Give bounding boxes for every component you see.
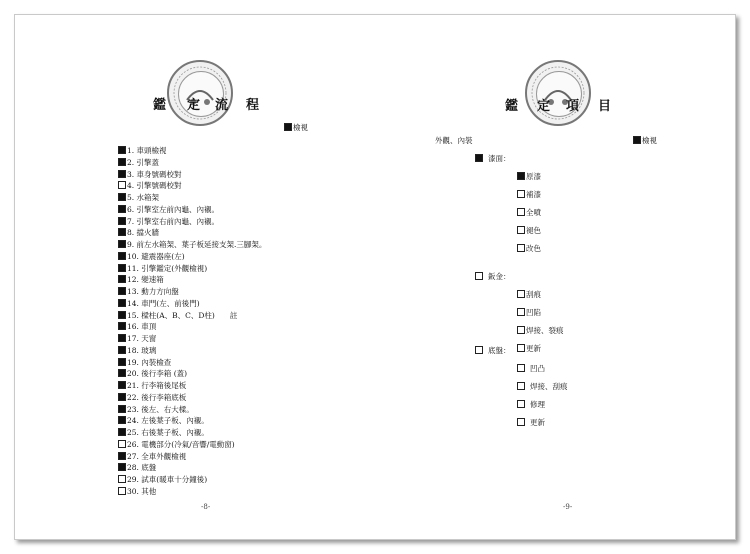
item-checkbox[interactable]: [118, 322, 126, 330]
item-label: 7. 引擎室右前內龜、內襯。: [127, 216, 220, 226]
item-checkbox[interactable]: [118, 393, 126, 401]
checklist-item: [118, 216, 266, 228]
group-checkbox[interactable]: [475, 272, 483, 280]
option-checkbox[interactable]: [517, 226, 525, 234]
item-checkbox[interactable]: [118, 205, 126, 213]
group-heading: [475, 153, 511, 164]
item-label: 3. 車身號碼校對: [127, 169, 182, 179]
checklist-item: [118, 321, 266, 333]
checklist-item: [118, 204, 266, 216]
option-checkbox[interactable]: [517, 244, 525, 252]
page-number: -8-: [201, 503, 211, 511]
option-label: 修理: [530, 400, 545, 409]
checklist-item: [118, 145, 266, 157]
item-checkbox[interactable]: [118, 440, 126, 448]
item-checkbox[interactable]: [118, 181, 126, 189]
item-checkbox[interactable]: [118, 146, 126, 154]
checklist-item: [118, 404, 266, 416]
item-label: 13. 動力方向盤: [127, 287, 179, 296]
group-checkbox[interactable]: [475, 346, 483, 354]
checklist-item: [118, 286, 266, 298]
item-checkbox[interactable]: [118, 217, 126, 225]
item-checkbox[interactable]: [118, 487, 126, 495]
option-label: 凹陷: [526, 308, 541, 317]
section-label: 外觀、內裝: [435, 136, 473, 145]
item-checkbox[interactable]: [118, 311, 126, 319]
association-seal-logo: [167, 60, 233, 126]
checklist-item: [118, 357, 266, 369]
option-label: 全噴: [526, 208, 541, 217]
item-label: 9. 前左水箱架、葉子板延接支架.三腳架。: [127, 240, 267, 249]
option-checkbox[interactable]: [517, 308, 525, 316]
option-label: 改色: [526, 244, 541, 253]
option-item: [517, 307, 541, 318]
group-heading: [475, 345, 511, 356]
option-checkbox[interactable]: [517, 418, 525, 426]
item-checkbox[interactable]: [118, 475, 126, 483]
item-label: 20. 後行李箱 (蓋): [127, 369, 188, 379]
item-label: 2. 引擎蓋: [127, 157, 160, 167]
title-char-3: 流: [215, 98, 229, 113]
option-checkbox[interactable]: [517, 364, 525, 372]
checklist-item: [118, 380, 266, 392]
title-char-3: 項: [566, 99, 580, 114]
legend-label: 檢視: [293, 123, 308, 132]
item-checkbox[interactable]: [118, 369, 126, 377]
checklist-item: [118, 310, 266, 322]
checklist-item: [118, 274, 266, 286]
group-label: 底盤：: [488, 346, 511, 355]
page-number: -9-: [563, 503, 573, 511]
item-label: 30. 其他: [127, 486, 157, 496]
title-char-1: 鑑: [153, 98, 167, 113]
item-label: 10. 避震器座(左): [127, 251, 185, 261]
item-label: 24. 左後葉子板、內襯。: [127, 416, 209, 426]
item-checkbox[interactable]: [118, 299, 126, 307]
option-item: [517, 381, 568, 392]
checklist-item: [118, 227, 266, 239]
checklist-item: [118, 439, 266, 451]
option-checkbox[interactable]: [517, 344, 525, 352]
option-label: 凹凸: [530, 364, 545, 373]
option-checkbox[interactable]: [517, 190, 525, 198]
checklist-item: [118, 263, 266, 275]
item-label: 29. 試車(暖車十分鐘後): [127, 475, 208, 484]
group-heading: [475, 271, 511, 282]
item-label: 25. 右後葉子板、內襯。: [127, 428, 209, 437]
item-checkbox[interactable]: [118, 158, 126, 166]
option-checkbox[interactable]: [517, 290, 525, 298]
checklist-item: [118, 392, 266, 404]
group-label: 漆面：: [488, 154, 511, 163]
legend-label: 檢視: [642, 136, 657, 145]
association-seal-logo: [525, 60, 591, 126]
item-label: 1. 車頭檢視: [127, 146, 167, 155]
legend: [284, 122, 308, 133]
checklist-item: [118, 180, 266, 192]
checklist-item: [118, 298, 266, 310]
option-item: [517, 171, 541, 182]
item-checkbox[interactable]: [118, 334, 126, 342]
item-label: 5. 水箱架: [127, 193, 160, 202]
checklist-item: [118, 192, 266, 204]
item-checkbox[interactable]: [118, 463, 126, 471]
right-page: [377, 15, 735, 539]
option-checkbox[interactable]: [517, 172, 525, 180]
item-checkbox[interactable]: [118, 275, 126, 283]
title-char-1: 鑑: [505, 99, 519, 114]
item-checkbox[interactable]: [118, 405, 126, 413]
item-label: 11. 引擎鑑定(外觀檢視): [127, 263, 208, 273]
item-label: 22. 後行李箱底板: [127, 392, 187, 402]
checklist-item: [118, 368, 266, 380]
item-label: 15. 樑柱(A、B、C、D柱) 註: [127, 310, 238, 320]
item-checkbox[interactable]: [118, 452, 126, 460]
item-label: 12. 變速箱: [127, 275, 164, 285]
inspection-process-list: [118, 145, 266, 498]
item-label: 19. 內裝檢查: [127, 357, 172, 367]
checklist-item: [118, 462, 266, 474]
checklist-item: [118, 451, 266, 463]
option-label: 褪色: [526, 226, 541, 235]
option-label: 更新: [530, 418, 545, 427]
item-label: 21. 行李箱後尾板: [127, 381, 187, 390]
option-item: [517, 343, 541, 354]
item-label: 28. 底盤: [127, 463, 157, 473]
booklet-spread: [14, 14, 736, 540]
option-checkbox[interactable]: [517, 382, 525, 390]
checklist-item: [118, 345, 266, 357]
title-char-4: 目: [598, 99, 612, 114]
checklist-item: [118, 486, 266, 498]
item-label: 27. 全車外觀檢視: [127, 451, 187, 461]
option-item: [517, 189, 541, 200]
item-label: 14. 車門(左、前後門): [127, 298, 200, 308]
item-checkbox[interactable]: [118, 416, 126, 424]
title-char-2: 定: [537, 99, 551, 114]
option-label: 更新: [526, 344, 541, 353]
item-checkbox[interactable]: [118, 252, 126, 260]
item-label: 4. 引擎號碼校對: [127, 181, 182, 191]
item-checkbox[interactable]: [118, 346, 126, 354]
option-item: [517, 225, 541, 236]
item-label: 18. 玻璃: [127, 345, 157, 355]
checklist-item: [118, 415, 266, 427]
checklist-item: [118, 474, 266, 486]
legend: [633, 135, 657, 146]
title-char-2: 定: [187, 98, 201, 113]
option-label: 刮痕: [526, 290, 541, 299]
option-item: [517, 243, 541, 254]
option-item: [517, 417, 545, 428]
left-page: [15, 15, 375, 539]
checklist-item: [118, 169, 266, 181]
item-checkbox[interactable]: [118, 264, 126, 272]
option-checkbox[interactable]: [517, 326, 525, 334]
item-checkbox[interactable]: [118, 170, 126, 178]
option-item: [517, 207, 541, 218]
checklist-item: [118, 157, 266, 169]
option-item: [517, 363, 545, 374]
item-label: 26. 電機部分(冷氣/音響/電動窗): [127, 439, 235, 449]
item-label: 8. 擋火牆: [127, 228, 160, 238]
title-char-4: 程: [246, 98, 260, 113]
item-checkbox[interactable]: [118, 381, 126, 389]
option-label: 補漆: [526, 190, 541, 199]
item-checkbox[interactable]: [118, 287, 126, 295]
item-checkbox[interactable]: [118, 193, 126, 201]
checklist-item: [118, 427, 266, 439]
legend-checkbox: [284, 123, 292, 131]
option-item: [517, 399, 545, 410]
item-checkbox[interactable]: [118, 240, 126, 248]
checklist-item: [118, 239, 266, 251]
legend-checkbox: [633, 136, 641, 144]
item-label: 17. 天窗: [127, 334, 157, 343]
option-checkbox[interactable]: [517, 208, 525, 216]
option-item: [517, 289, 541, 300]
item-label: 16. 車頂: [127, 322, 157, 332]
option-checkbox[interactable]: [517, 400, 525, 408]
group-checkbox[interactable]: [475, 154, 483, 162]
item-checkbox[interactable]: [118, 428, 126, 436]
checklist-item: [118, 251, 266, 263]
checklist-item: [118, 333, 266, 345]
item-checkbox[interactable]: [118, 358, 126, 366]
option-item: [517, 325, 564, 336]
option-label: 焊接、刮痕: [530, 382, 568, 391]
item-label: 6. 引擎室左前內龜、內襯。: [127, 204, 220, 214]
item-label: 23. 後左、右大樑。: [127, 404, 194, 414]
option-label: 原漆: [526, 172, 541, 181]
item-checkbox[interactable]: [118, 228, 126, 236]
option-label: 焊接、裂痕: [526, 326, 564, 335]
group-label: 鈑金：: [488, 272, 511, 281]
